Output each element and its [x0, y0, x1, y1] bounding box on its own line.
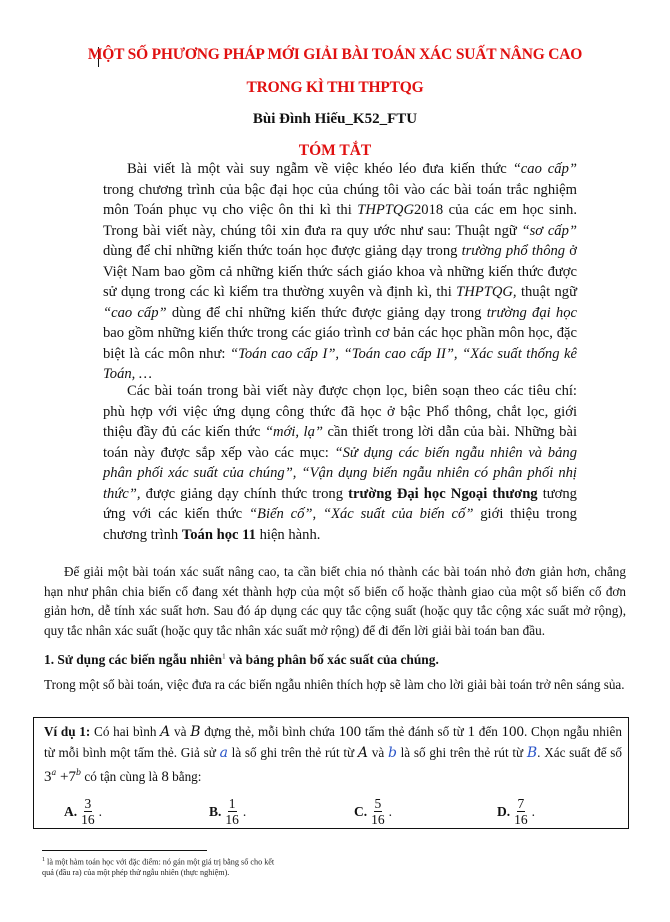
example-1-box	[33, 717, 629, 829]
math-expression: $3^a +7^b$	[44, 768, 82, 785]
answer-choices	[34, 796, 628, 830]
fraction: $\frac{3}{16}$	[81, 796, 95, 827]
author-line: Bùi Đình Hiếu_K52_FTU	[252, 111, 418, 127]
section-1-heading: 1. Sử dụng các biến ngẫu nhiên$^1$ và bảng phân bố xác suất của chúng.	[44, 652, 439, 667]
fraction: $\frac{5}{16}$	[371, 796, 385, 827]
choice-c[interactable]: C. $\frac{5}{16}$ .	[354, 796, 392, 827]
abstract-paragraph-2: Các bài toán trong bài viết này được chọn lọc, biên soạn theo các tiêu chí: phù hợp với việc ứng dụng công thức đã học ở bậc Phổ thông, chắt lọc, giới thiệu đầy đủ các kiến thức “mới, lạ” cần thiết trong lời dẫn của bài. Những bài toán này được sắp xếp vào các mục: “Sử dụng các biến ngẫu nhiên và bảng phân phối xác suất của chúng”, “Vận dụng biến ngẫu nhiên có phân phối nhị thức”, được giảng dạy chính thức trong trường Đại học Ngoại thương tương ứng với các kiến thức “Biến cố”, “Xác suất của biến cố” giới thiệu trong chương trình Toán học 11 hiện hành.	[103, 383, 577, 543]
fraction: $\frac{7}{16}$	[514, 796, 528, 827]
fraction: $\frac{1}{16}$	[225, 796, 239, 827]
footnote-separator	[42, 850, 207, 851]
choice-a[interactable]: A. $\frac{3}{16}$ .	[64, 796, 102, 827]
document-title-line2: TRONG KÌ THI THPTQG	[246, 79, 424, 96]
example-label: Ví dụ 1:	[44, 724, 91, 739]
choice-d[interactable]: D. $\frac{7}{16}$ .	[497, 796, 535, 827]
footnote-reference[interactable]: 1	[222, 652, 226, 661]
example-1-question: Ví dụ 1: Có hai bình A và B đựng thẻ, mỗi bình chứa 100 tấm thẻ đánh số từ 1 đến 100. Chọn ngẫu nhiên từ mỗi bình một tấm thẻ. Giả sử a là số ghi trên thẻ rút từ A và b là số ghi trên thẻ rút từ B. Xác suất để số $3^a +7^b$ có tận cùng là 8 bằng:	[44, 724, 623, 785]
footnote-1: $^1$ là một hàm toán học với đặc điểm: nó gán một giá trị bằng số cho kết quả (đầu ra) của một phép thử ngẫu nhiên (thực nghiệm).	[42, 857, 275, 878]
document-title-line1: MỘT SỐ PHƯƠNG PHÁP MỚI GIẢI BÀI TOÁN XÁC SUẤT NÂNG CAO	[87, 46, 583, 63]
choice-b[interactable]: B. $\frac{1}{16}$ .	[209, 796, 247, 827]
intro-paragraph: Để giải một bài toán xác suất nâng cao, ta cần biết chia nó thành các bài toán nhỏ đơn giản hơn, chẳng hạn như phân chia biến cố đang xét thành hợp của một số biến cố hoặc thành giao của một số biến cố đơn giản hơn, dễ tính xác suất hơn. Sau đó áp dụng các quy tắc cộng suất (hoặc quy tắc cộng xác suất mở rộng), quy tắc nhân xác suất (hoặc quy tắc nhân xác suất mở rộng) để đi đến lời giải bài toán ban đầu.	[44, 564, 626, 639]
section-1-intro: Trong một số bài toán, việc đưa ra các biến ngẫu nhiên thích hợp sẽ làm cho lời giải bài toán trở nên sáng sủa.	[44, 677, 625, 692]
summary-heading: TÓM TẮT	[298, 142, 372, 159]
abstract-paragraph-1: Bài viết là một vài suy ngẫm về việc khéo léo đưa kiến thức “cao cấp” trong chương trình của bậc đại học của chúng tôi vào các bài toán trắc nghiệm môn Toán phục vụ cho việc ôn thi kì thi THPTQG2018 của các em học sinh. Trong bài viết này, chúng tôi xin đưa ra quy ước như sau: Thuật ngữ “sơ cấp” dùng để chỉ những kiến thức toán học được giảng dạy trong trường phổ thông ở Việt Nam bao gồm cả những kiến thức sách giáo khoa và những kiến thức được sử dụng trong các kì kiểm tra thường xuyên và định kì, thi THPTQG, thuật ngữ “cao cấp” dùng để chỉ những kiến thức được giảng dạy trong trường đại học bao gồm những kiến thức trong các giáo trình cơ bản các học phần môn học, đặc biệt là các môn như: “Toán cao cấp I”, “Toán cao cấp II”, “Xác suất thống kê Toán, …	[103, 161, 578, 382]
